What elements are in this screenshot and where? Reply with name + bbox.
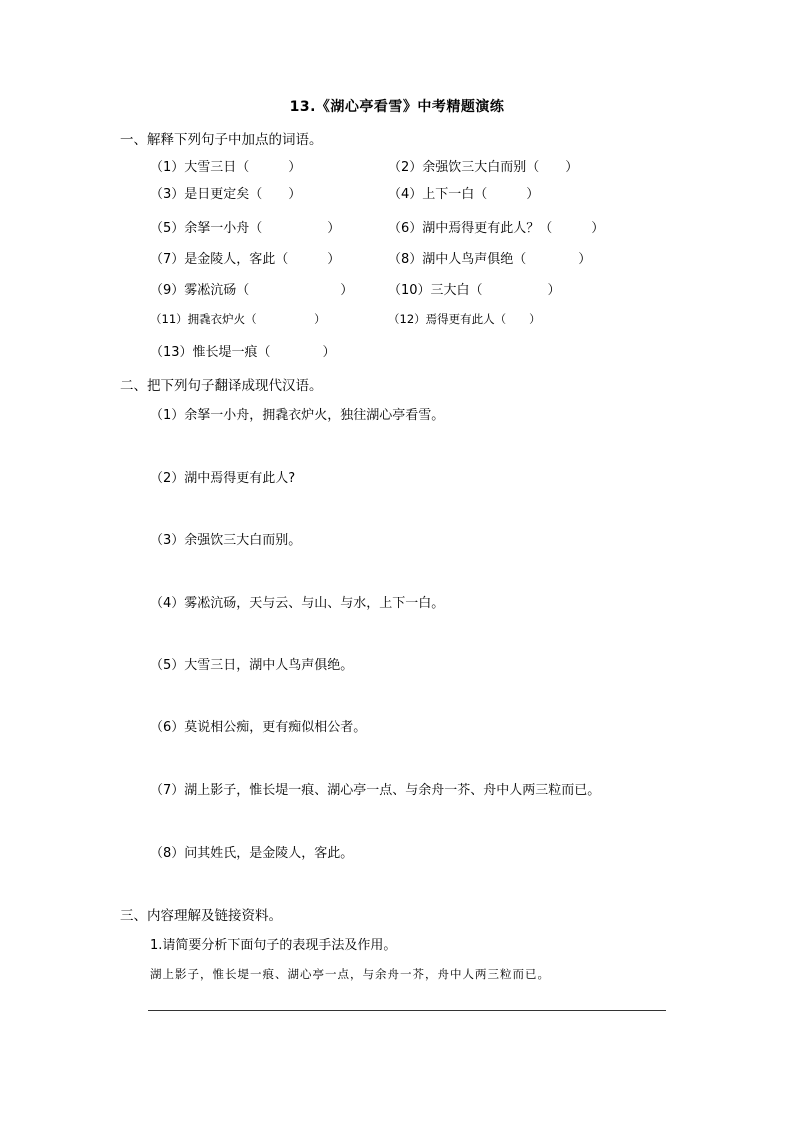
section1-heading: 一、解释下列句子中加点的词语。 <box>120 132 323 148</box>
vocab-item-1: （1）大雪三日（ ） <box>150 160 302 175</box>
translation-item-6: （6）莫说相公痴，更有痴似相公者。 <box>150 720 367 735</box>
page-title: 13.《湖心亭看雪》中考精题演练 <box>289 99 505 115</box>
quoted-sentence: 湖上影子，惟长堤一痕、湖心亭一点，与余舟一芥，舟中人两三粒而已。 <box>150 967 550 981</box>
vocab-item-7: （7）是金陵人，客此（ ） <box>150 252 341 267</box>
vocab-item-10: （10）三大白（ ） <box>388 283 561 298</box>
translation-item-2: （2）湖中焉得更有此人? <box>150 471 296 486</box>
vocab-item-6: （6）湖中焉得更有此人？（ ） <box>388 221 605 236</box>
section3-heading: 三、内容理解及链接资料。 <box>120 908 282 924</box>
translation-item-8: （8）问其姓氏，是金陵人，客此。 <box>150 846 354 861</box>
vocab-item-5: （5）余拏一小舟（ ） <box>150 221 341 236</box>
vocab-item-13: （13）惟长堤一痕（ ） <box>150 345 336 360</box>
translation-item-1: （1）余拏一小舟，拥毳衣炉火，独往湖心亭看雪。 <box>150 408 445 423</box>
vocab-item-12: （12）焉得更有此人（ ） <box>388 312 541 326</box>
vocab-item-8: （8）湖中人鸟声俱绝（ ） <box>388 252 592 267</box>
translation-item-7: （7）湖上影子，惟长堤一痕、湖心亭一点、与余舟一芥、舟中人两三粒而已。 <box>150 783 601 798</box>
answer-line <box>148 1010 666 1011</box>
vocab-item-4: （4）上下一白（ ） <box>388 187 540 202</box>
translation-item-4: （4）雾凇沆砀，天与云、与山、与水，上下一白。 <box>150 596 445 611</box>
vocab-item-11: （11）拥毳衣炉火（ ） <box>150 312 326 326</box>
vocab-item-3: （3）是日更定矣（ ） <box>150 187 302 202</box>
translation-item-5: （5）大雪三日，湖中人鸟声俱绝。 <box>150 658 354 673</box>
vocab-item-9: （9）雾凇沆砀（ ） <box>150 283 354 298</box>
vocab-item-2: （2）余强饮三大白而别（ ） <box>388 160 579 175</box>
section2-heading: 二、把下列句子翻译成现代汉语。 <box>120 378 323 394</box>
translation-item-3: （3）余强饮三大白而别。 <box>150 533 302 548</box>
section3-question-1: 1.请简要分析下面句子的表现手法及作用。 <box>150 938 397 953</box>
